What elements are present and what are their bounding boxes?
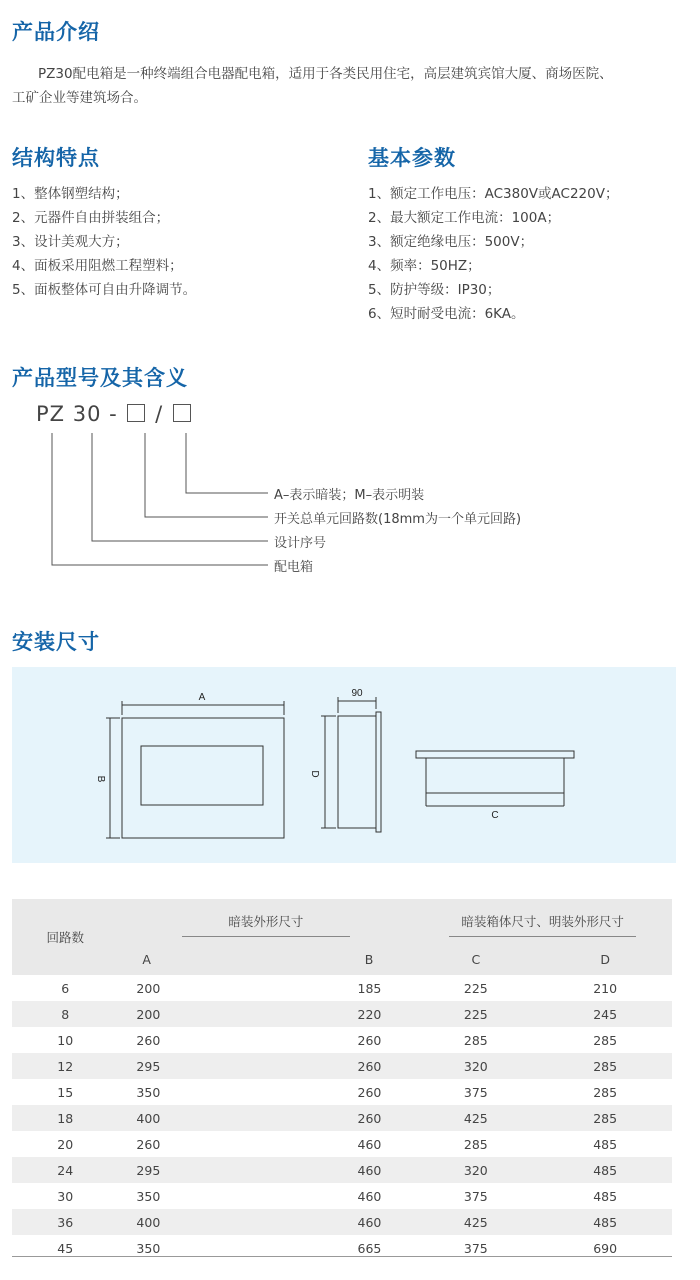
table-cell: 210 (593, 980, 618, 996)
dim-label-c: C (491, 810, 499, 821)
table-bottom-rule (12, 1256, 672, 1257)
header-group-hidden: 暗装外形尺寸 (118, 899, 413, 943)
list-item: 2、元器件自由拼装组合； (12, 210, 170, 226)
table-cell: 320 (413, 1157, 538, 1183)
table-row (12, 1157, 672, 1183)
list-item: 1、整体钢塑结构； (12, 186, 129, 202)
header-d: D (600, 951, 610, 967)
table-cell: 45 (57, 1240, 74, 1256)
table-cell: 12 (12, 1053, 118, 1079)
table-cell: 485 (593, 1188, 618, 1204)
header-a: A (142, 951, 151, 967)
table-cell: 295 (118, 1053, 239, 1079)
table-cell: 6 (61, 980, 70, 996)
table-cell: 285 (538, 1053, 672, 1079)
table-row (12, 1235, 672, 1261)
table-cell: 285 (463, 1136, 488, 1152)
front-view-window (141, 746, 263, 805)
table-row (12, 1209, 672, 1235)
table-cell: 285 (538, 1105, 672, 1131)
table-row (12, 1001, 672, 1027)
dimension-table (12, 899, 672, 1261)
table-cell: 320 (413, 1053, 538, 1079)
table-cell: 245 (538, 1001, 672, 1027)
dim-label-b: B (95, 775, 106, 783)
model-code-prefix: PZ 30 - (36, 402, 118, 426)
table-cell: 20 (57, 1136, 74, 1152)
table-cell: 185 (357, 980, 382, 996)
table-cell: 24 (12, 1157, 118, 1183)
table-cell: 200 (136, 980, 161, 996)
table-cell: 10 (57, 1032, 74, 1048)
table-cell: 485 (538, 1157, 672, 1183)
placeholder-box (173, 404, 191, 422)
legend-distribution-box: 配电箱 (274, 560, 314, 575)
table-cell: 375 (463, 1240, 488, 1256)
header-group-box: 暗装箱体尺寸、明装外形尺寸 (413, 899, 672, 943)
model-code (36, 402, 193, 426)
list-item: 4、面板采用阻燃工程塑料； (12, 258, 183, 274)
table-cell: 225 (413, 1001, 538, 1027)
table-cell: 260 (240, 1105, 414, 1131)
table-cell: 460 (240, 1209, 414, 1235)
table-cell: 225 (463, 980, 488, 996)
placeholder-box (127, 404, 145, 422)
table-row (12, 1027, 672, 1053)
table-cell: 690 (593, 1240, 618, 1256)
table-cell: 18 (12, 1105, 118, 1131)
list-item: 3、额定绝缘电压：500V； (368, 234, 534, 250)
features-list (12, 182, 196, 302)
list-item: 4、频率：50HZ； (368, 258, 481, 274)
install-heading: 安装尺寸 (12, 630, 100, 654)
params-heading: 基本参数 (368, 146, 456, 170)
table-cell: 260 (240, 1053, 414, 1079)
table-row (12, 1105, 672, 1131)
table-cell: 295 (118, 1157, 239, 1183)
dim-label-depth: 90 (351, 688, 363, 699)
table-cell: 30 (57, 1188, 74, 1204)
table-cell: 485 (593, 1136, 618, 1152)
table-cell: 400 (118, 1105, 239, 1131)
table-cell: 425 (413, 1209, 538, 1235)
intro-line-1: PZ30配电箱是一种终端组合电器配电箱，适用于各类民用住宅，高层建筑宾馆大厦、商场医院、 (38, 66, 613, 82)
header-b: B (364, 951, 374, 967)
dimension-drawing (12, 667, 676, 863)
table-cell: 8 (12, 1001, 118, 1027)
installation-drawing (12, 667, 676, 863)
table-cell: 400 (118, 1209, 239, 1235)
table-row (12, 1053, 672, 1079)
table-cell: 350 (136, 1188, 161, 1204)
legend-design-no: 设计序号 (274, 536, 327, 551)
table-cell: 425 (413, 1105, 538, 1131)
table-cell: 460 (240, 1157, 414, 1183)
legend-mount-type: A–表示暗装；M–表示明装 (274, 488, 425, 503)
table-row (12, 1131, 672, 1157)
table-cell: 260 (357, 1032, 382, 1048)
list-item: 5、防护等级：IP30； (368, 282, 501, 298)
table-cell: 350 (136, 1084, 161, 1100)
table-cell: 375 (463, 1188, 488, 1204)
list-item: 2、最大额定工作电流：100A； (368, 210, 561, 226)
model-code-separator: / (155, 402, 164, 426)
table-cell: 460 (357, 1136, 382, 1152)
table-row (12, 1183, 672, 1209)
dim-label-a: A (198, 692, 206, 703)
table-cell: 260 (357, 1084, 382, 1100)
model-leader-lines (0, 428, 700, 578)
list-item: 6、短时耐受电流：6KA。 (368, 306, 525, 322)
table-cell: 285 (593, 1032, 618, 1048)
table-cell: 15 (57, 1084, 74, 1100)
list-item: 1、额定工作电压：AC380V或AC220V； (368, 186, 619, 202)
table-cell: 260 (136, 1136, 161, 1152)
header-c: C (471, 951, 481, 967)
table-cell: 285 (593, 1084, 618, 1100)
intro-heading: 产品介绍 (12, 20, 100, 44)
table-cell: 460 (357, 1188, 382, 1204)
front-view-panel (122, 718, 284, 838)
list-item: 5、面板整体可自由升降调节。 (12, 282, 197, 298)
header-circuits: 回路数 (46, 930, 84, 945)
table-cell: 220 (240, 1001, 414, 1027)
list-item: 3、设计美观大方； (12, 234, 129, 250)
intro-line-2: 工矿企业等建筑场合。 (12, 90, 147, 106)
table-cell: 375 (463, 1084, 488, 1100)
model-heading: 产品型号及其含义 (12, 366, 188, 390)
table-cell: 200 (118, 1001, 239, 1027)
params-list (368, 182, 618, 326)
table-row (12, 1079, 672, 1105)
table-cell: 485 (538, 1209, 672, 1235)
legend-circuits: 开关总单元回路数(18mm为一个单元回路) (274, 512, 522, 527)
table-row (12, 975, 672, 1001)
features-heading: 结构特点 (12, 146, 100, 170)
table-cell: 260 (136, 1032, 161, 1048)
dim-label-d: D (309, 770, 320, 778)
table-cell: 285 (463, 1032, 488, 1048)
table-cell: 665 (357, 1240, 382, 1256)
table-cell: 350 (136, 1240, 161, 1256)
table-cell: 36 (12, 1209, 118, 1235)
